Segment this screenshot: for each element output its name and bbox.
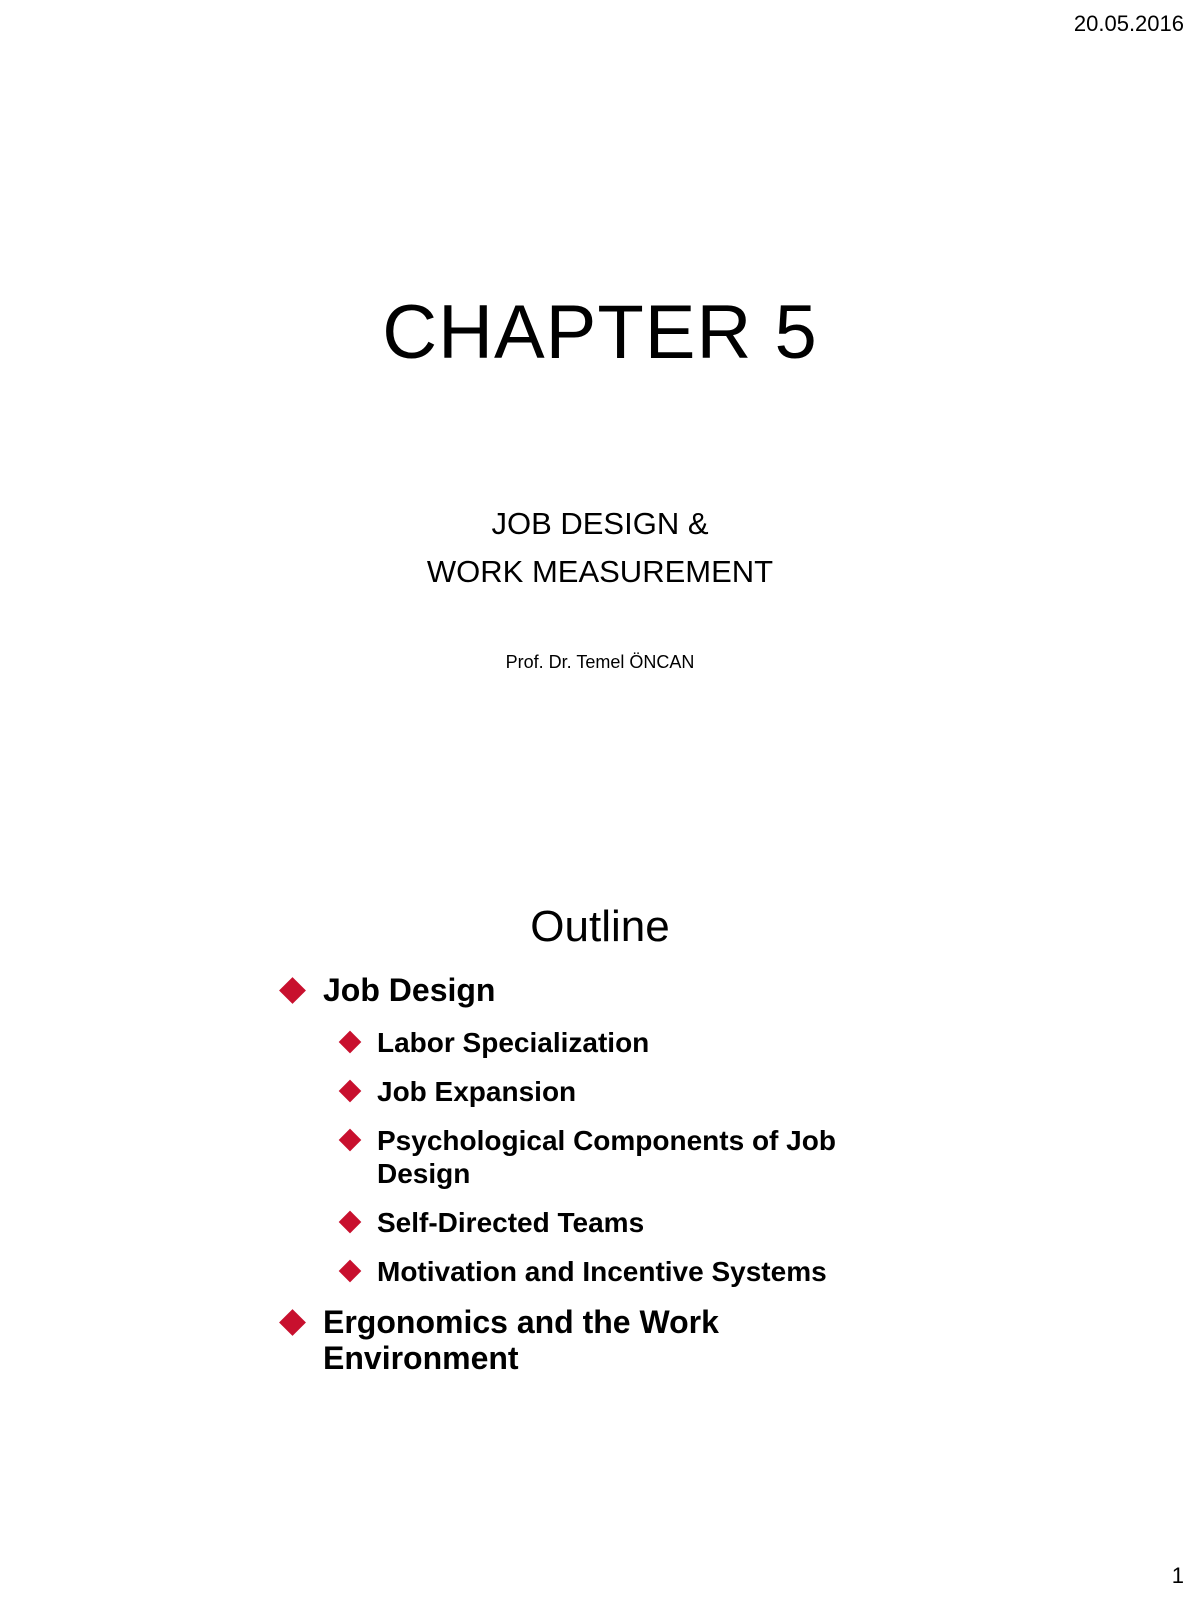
- outline-subitem-label: Job Expansion: [377, 1076, 577, 1107]
- subtitle-line-2: WORK MEASUREMENT: [426, 554, 774, 589]
- outline-item-label: Job Design: [323, 972, 496, 1008]
- outline-subitem-motivation-incentive: [0, 1255, 897, 1288]
- outline-subitem-psychological-components: [0, 1124, 897, 1190]
- author-name: Prof. Dr. Temel ÖNCAN: [505, 652, 695, 672]
- chapter-title: CHAPTER 5: [382, 290, 818, 375]
- outline-slide: [0, 800, 1200, 1580]
- outline-item-label: Ergonomics and the Work Environment: [323, 1304, 719, 1376]
- diamond-bullet-icon: [279, 1309, 306, 1336]
- outline-subitem-label: Motivation and Incentive Systems: [377, 1256, 827, 1287]
- outline-subitem-label: Labor Specialization: [377, 1027, 650, 1058]
- outline-subitem-job-expansion: [0, 1075, 897, 1108]
- outline-subitem-label: Psychological Components of Job Design: [377, 1125, 836, 1189]
- diamond-bullet-icon: [339, 1129, 362, 1152]
- subtitle-line-1: JOB DESIGN &: [491, 506, 709, 541]
- diamond-bullet-icon: [339, 1031, 362, 1054]
- title-slide: [0, 0, 1200, 780]
- outline-item-ergonomics: [0, 1304, 763, 1376]
- chapter-subtitle: [0, 500, 1200, 596]
- diamond-bullet-icon: [279, 977, 306, 1004]
- diamond-bullet-icon: [339, 1080, 362, 1103]
- page-number: 1: [1171, 1563, 1184, 1588]
- outline-title: Outline: [530, 902, 670, 951]
- outline-list: [0, 972, 1200, 1394]
- diamond-bullet-icon: [339, 1211, 362, 1234]
- outline-subitem-labor-specialization: [0, 1026, 897, 1059]
- outline-subitem-label: Self-Directed Teams: [377, 1207, 645, 1238]
- outline-subitem-self-directed-teams: [0, 1206, 897, 1239]
- diamond-bullet-icon: [339, 1260, 362, 1283]
- outline-item-job-design: [0, 972, 783, 1008]
- page-date: 20.05.2016: [1073, 11, 1184, 36]
